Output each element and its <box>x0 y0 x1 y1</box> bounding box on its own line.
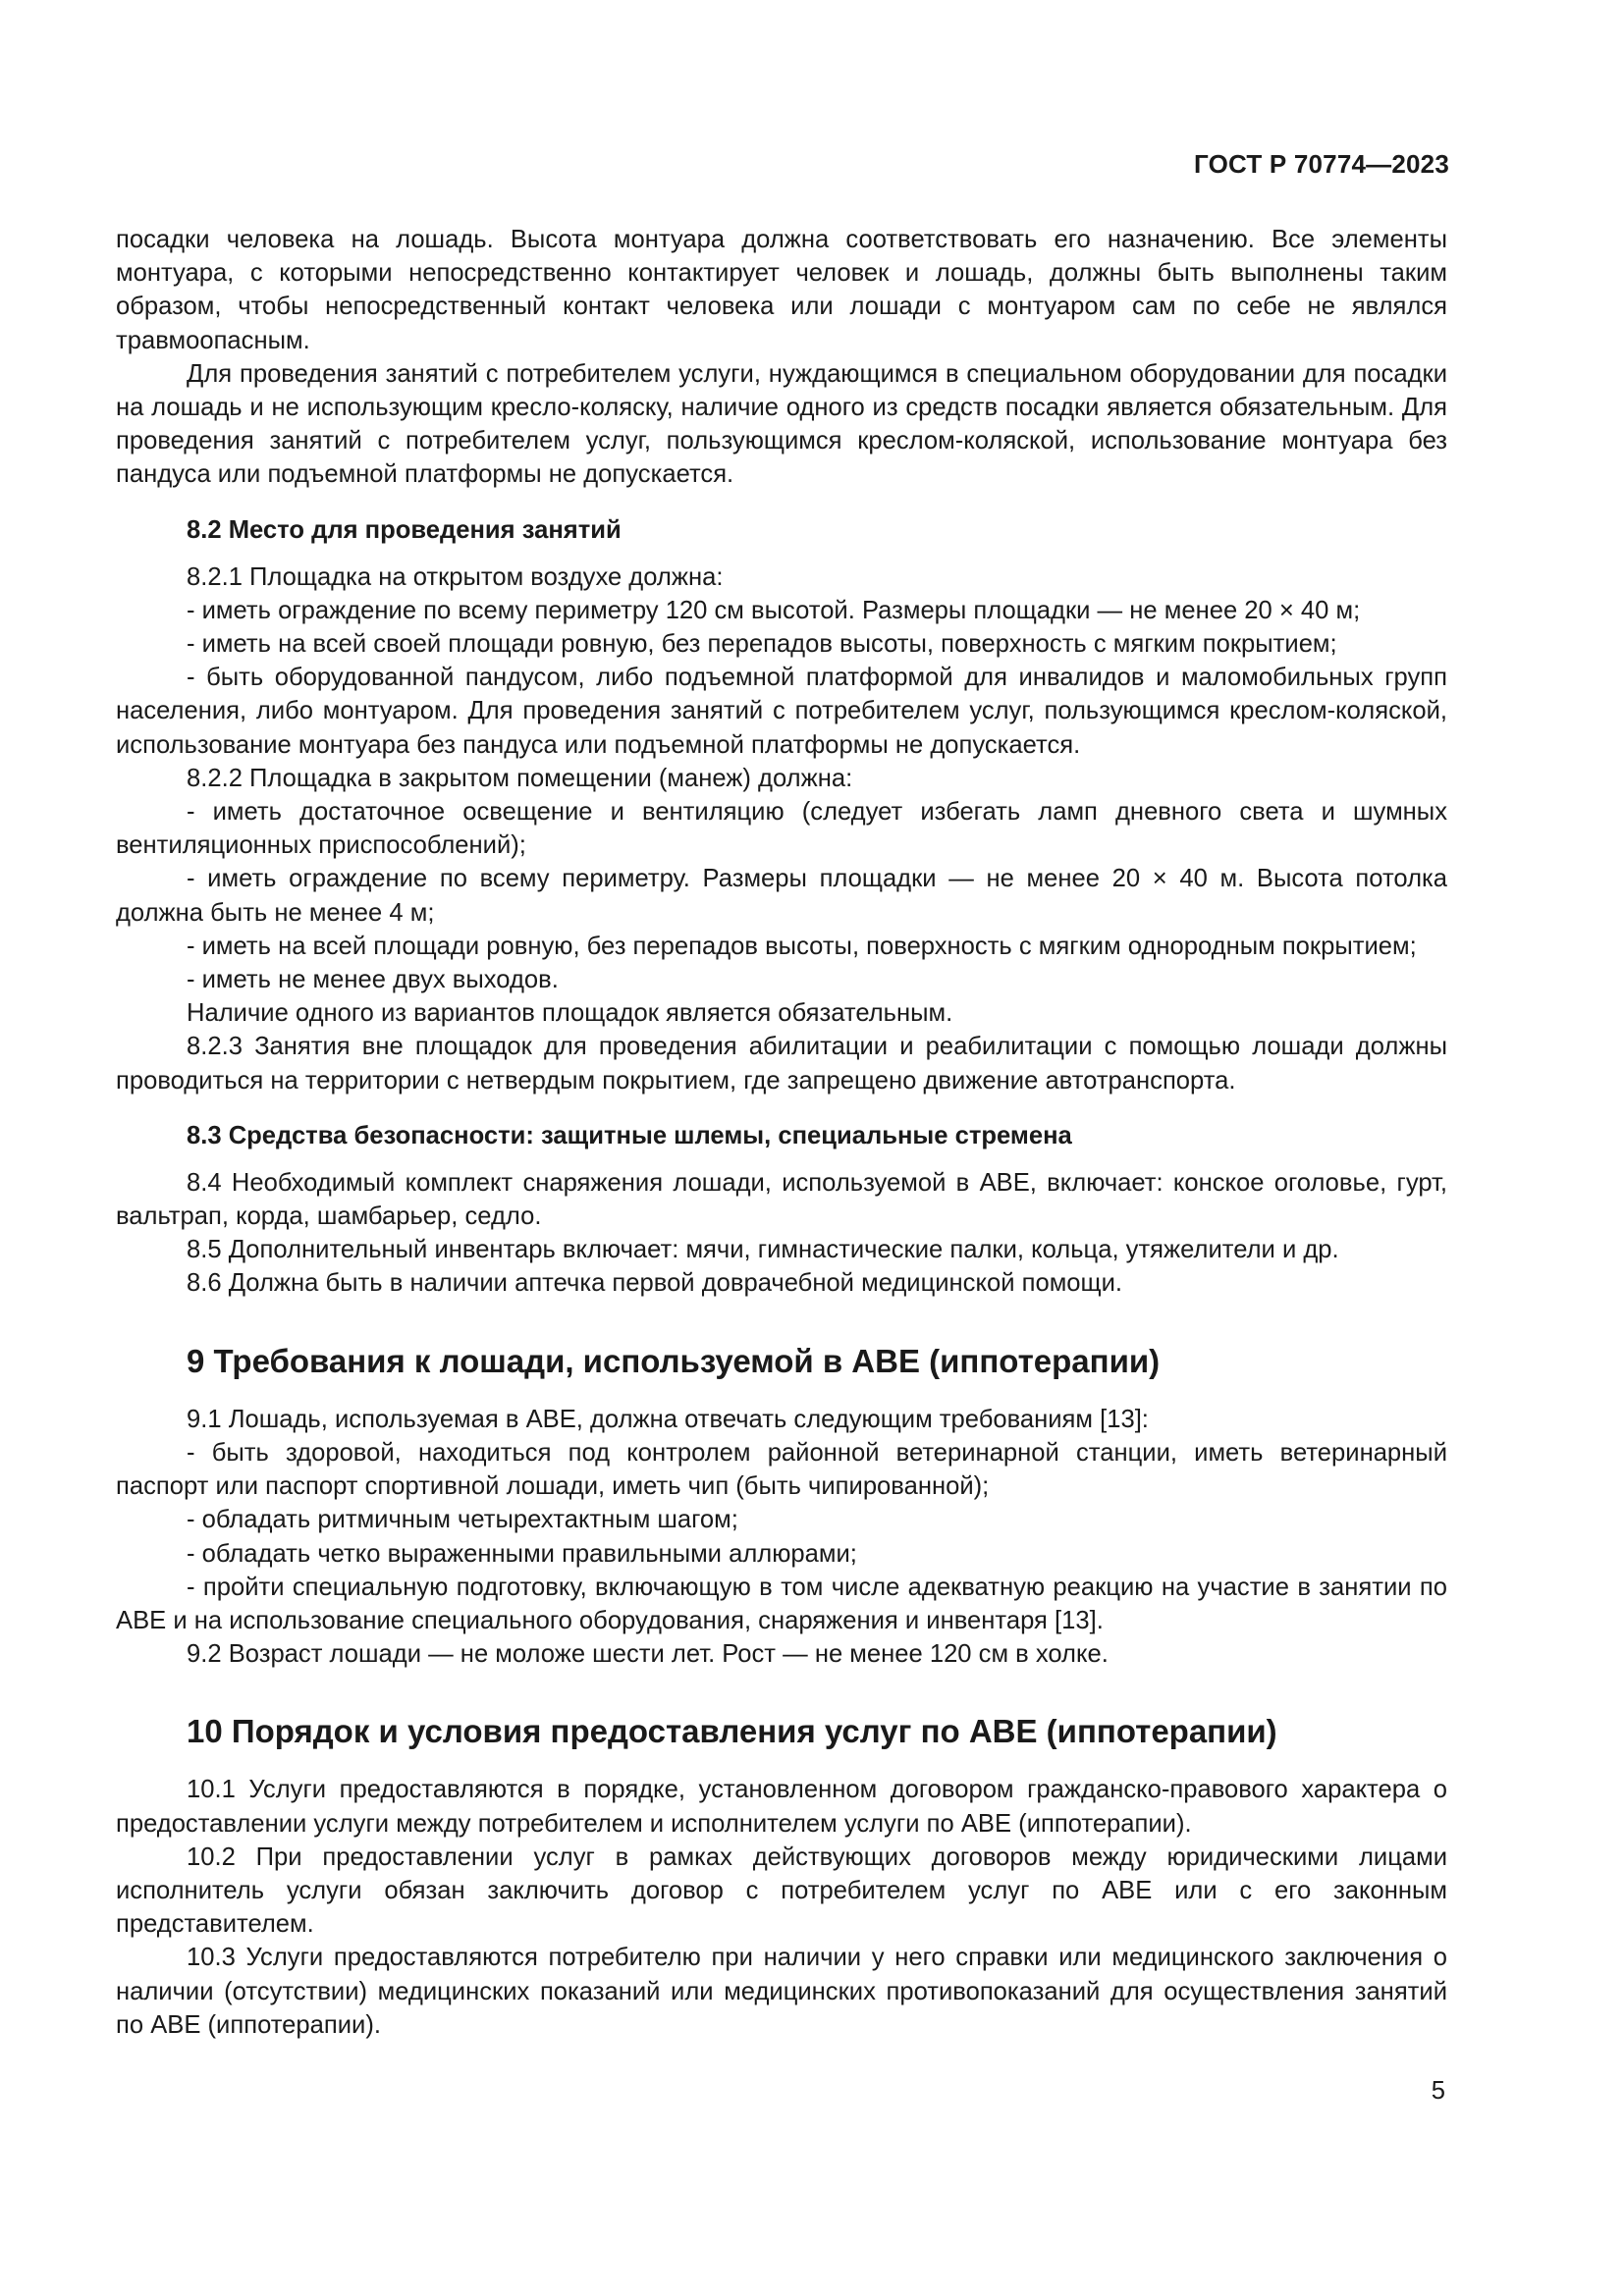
page-content <box>116 223 1447 2042</box>
subsection-heading-8-3: 8.3 Средства безопасности: защитные шлемы, специальные стремена <box>187 1121 1072 1149</box>
clause-10-1: 10.1 Услуги предоставляются в порядке, установленном договором гражданско-правового характера о предоставлении услуги между потребителем и исполнителем услуги по АВЕ (иппотерапии). <box>116 1776 1447 1838</box>
list-item: - обладать ритмичным четырехтактным шагом; <box>187 1506 738 1534</box>
section-heading-10: 10 Порядок и условия предоставления услуг по АВЕ (иппотерапии) <box>187 1713 1277 1750</box>
paragraph: посадки человека на лошадь. Высота монтуара должна соответствовать его назначению. Все элементы монтуара, с которыми непосредственно контактирует человек и лошадь, должны быть выполнены таким образом, чтобы непосредственный контакт человека или лошади с монтуаром сам по себе не являлся травмоопасным. <box>116 226 1447 354</box>
list-item: - иметь достаточное освещение и вентиляцию (следует избегать ламп дневного света и шумных вентиляционных приспособлений); <box>116 798 1447 860</box>
document-code: ГОСТ Р 70774—2023 <box>1194 149 1449 179</box>
clause-10-2: 10.2 При предоставлении услуг в рамках действующих договоров между юридическими лицами исполнитель услуги обязан заключить договор с потребителем услуг по АВЕ или с его законным представителем. <box>116 1842 1447 1939</box>
clause-10-3: 10.3 Услуги предоставляются потребителю при наличии у него справки или медицинского заключения о наличии (отсутствии) медицинских показаний или медицинских противопоказаний для осуществления занятий по АВЕ (иппотерапии). <box>116 1944 1447 2039</box>
clause-8-6: 8.6 Должна быть в наличии аптечка первой доврачебной медицинской помощи. <box>187 1269 1122 1298</box>
list-item: - иметь на всей площади ровную, без перепадов высоты, поверхность с мягким однородным покрытием; <box>187 932 1417 960</box>
paragraph: Наличие одного из вариантов площадок является обязательным. <box>187 999 953 1028</box>
list-item: - быть оборудованной пандусом, либо подъемной платформой для инвалидов и маломобильных групп населения, либо монтуаром. Для проведения занятий с потребителем услуг, пользующимся креслом-коляской, использование монтуара без пандуса или подъемной платформы не допускается. <box>116 664 1447 759</box>
list-item: - иметь ограждение по всему периметру 120 см высотой. Размеры площадки — не менее 20 × 40 м; <box>187 596 1361 624</box>
clause-9-1: 9.1 Лошадь, используемая в АВЕ, должна отвечать следующим требованиям [13]: <box>187 1405 1149 1433</box>
list-item: - пройти специальную подготовку, включающую в том числе адекватную реакцию на участие в занятии по АВЕ и на использование специального оборудования, снаряжения и инвентаря [13]. <box>116 1573 1447 1634</box>
clause-9-2: 9.2 Возраст лошади — не моложе шести лет. Рост — не менее 120 см в холке. <box>187 1640 1109 1669</box>
list-item: - быть здоровой, находиться под контролем районной ветеринарной станции, иметь ветеринарный паспорт или паспорт спортивной лошади, иметь чип (быть чипированной); <box>116 1438 1447 1501</box>
subsection-heading-8-2: 8.2 Место для проведения занятий <box>187 515 622 544</box>
clause-8-2-2: 8.2.2 Площадка в закрытом помещении (манеж) должна: <box>187 764 853 792</box>
clause-8-4: 8.4 Необходимый комплект снаряжения лошади, используемой в АВЕ, включает: конское оголовье, гурт, вальтрап, корда, шамбарьер, седло. <box>116 1168 1447 1231</box>
clause-8-5: 8.5 Дополнительный инвентарь включает: мячи, гимнастические палки, кольца, утяжелители и др. <box>187 1236 1339 1264</box>
list-item: - обладать четко выраженными правильными аллюрами; <box>187 1539 857 1568</box>
section-heading-9: 9 Требования к лошади, используемой в АВЕ (иппотерапии) <box>187 1342 1161 1379</box>
list-item: - иметь ограждение по всему периметру. Размеры площадки — не менее 20 × 40 м. Высота потолка должна быть не менее 4 м; <box>116 865 1447 927</box>
clause-8-2-3: 8.2.3 Занятия вне площадок для проведения абилитации и реабилитации с помощью лошади должны проводиться на территории с нетвердым покрытием, где запрещено движение автотранспорта. <box>116 1033 1447 1095</box>
page-number: 5 <box>1431 2077 1445 2105</box>
clause-8-2-1: 8.2.1 Площадка на открытом воздухе должна: <box>187 562 724 591</box>
paragraph: Для проведения занятий с потребителем услуги, нуждающимся в специальном оборудовании для посадки на лошадь и не использующим кресло-коляску, наличие одного из средств посадки является обязательным. Для проведения занятий с потребителем услуг, пользующимся креслом-коляской, использование монтуара без пандуса или подъемной платформы не допускается. <box>116 359 1447 489</box>
list-item: - иметь на всей своей площади ровную, без перепадов высоты, поверхность с мягким покрытием; <box>187 630 1337 659</box>
list-item: - иметь не менее двух выходов. <box>187 966 559 994</box>
